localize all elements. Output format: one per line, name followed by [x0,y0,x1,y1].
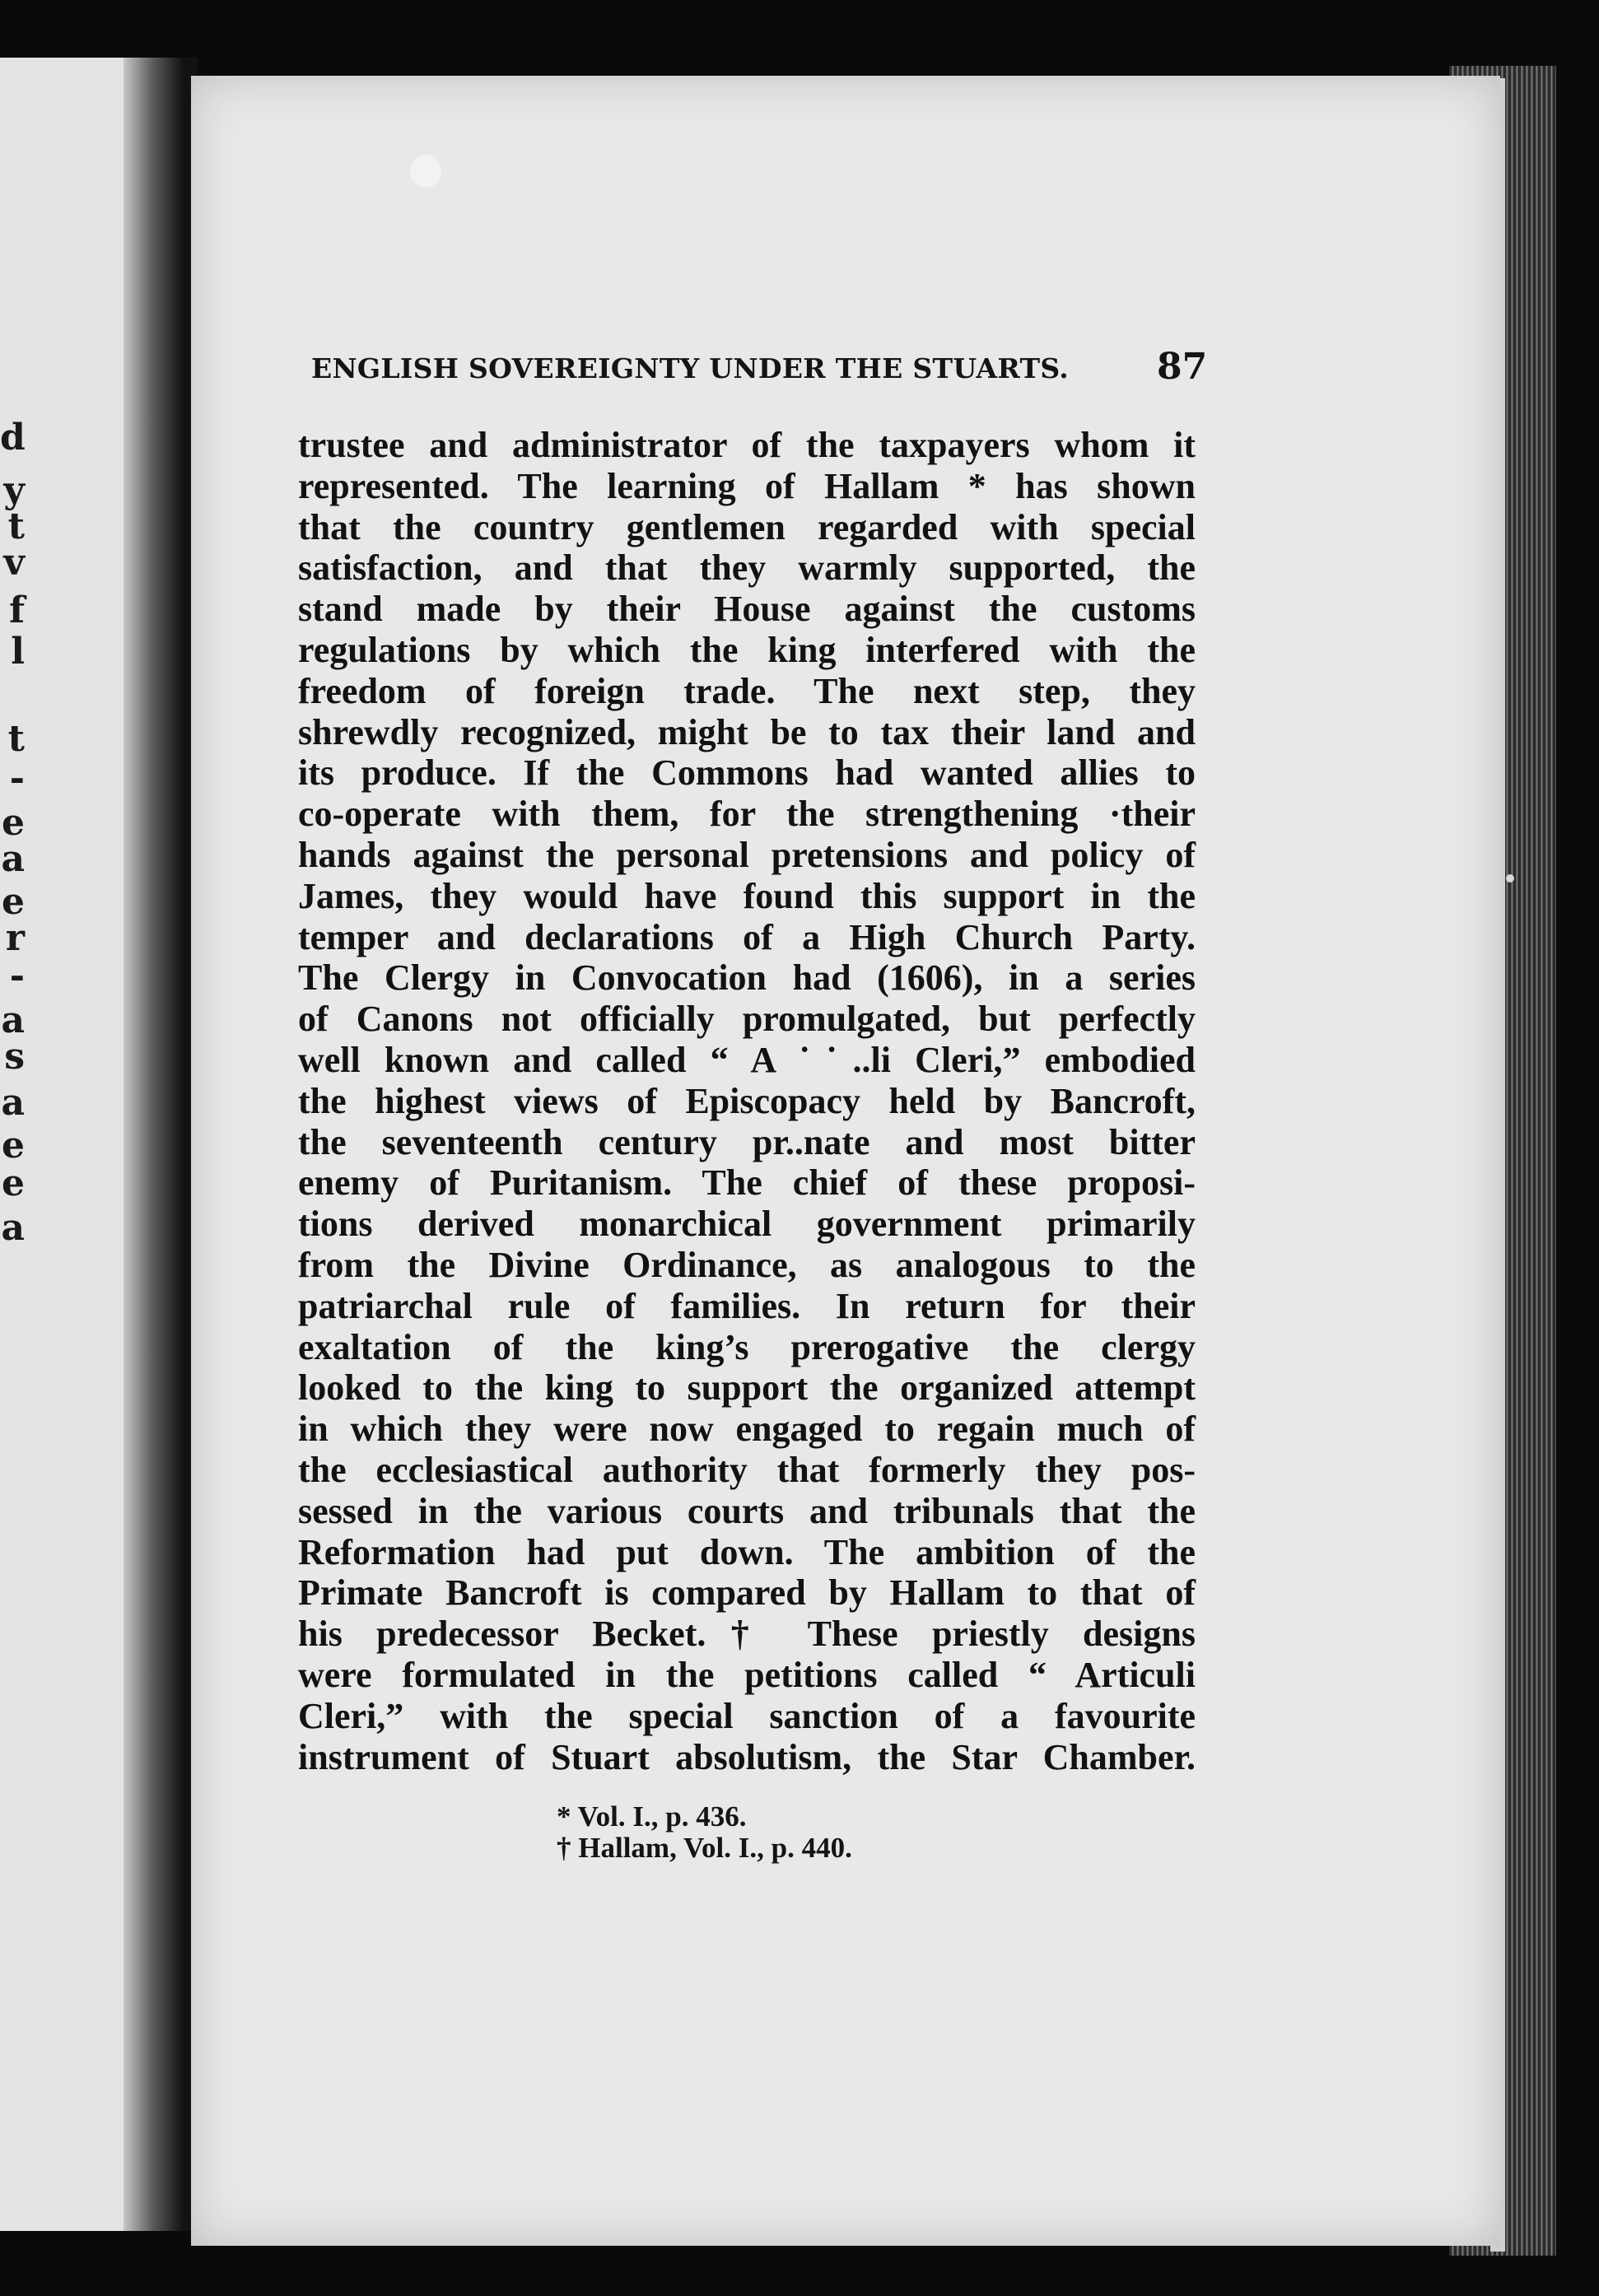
text-line: sessed in the various courts and tribunals that the [298,1490,1196,1531]
text-line: from the Divine Ordinance, as analogous to the [298,1244,1196,1285]
paper-speck [1506,874,1514,883]
left-page-fragment: a [1,999,25,1041]
text-line: tions derived monarchical government primarily [298,1204,1196,1245]
text-line: co-operate with them, for the strengthening ·their [298,794,1196,835]
left-page-fragment: y [3,469,25,511]
text-line: Primate Bancroft is compared by Hallam to that of [298,1572,1196,1614]
left-page-fragment: f [9,589,25,631]
footnote: * Vol. I., p. 436. [557,1800,747,1833]
left-page-fragment: t [7,718,25,760]
text-line: stand made by their House against the customs [298,589,1196,630]
left-page-fragment: a [1,1082,25,1124]
paper-speck [410,155,441,188]
left-page-fragment: e [2,1125,25,1167]
text-line: the highest views of Episcopacy held by Bancroft, [298,1080,1196,1121]
text-line: represented. The learning of Hallam * has shown [298,465,1196,506]
left-page-fragment: - [9,955,25,997]
left-page-fragment: v [3,542,25,584]
left-page-fragment: r [5,917,25,959]
left-page-fragment: e [2,881,25,923]
text-line: Cleri,” with the special sanction of a favourite [298,1695,1196,1736]
left-page-fragment: a [1,1207,25,1249]
book-gutter [124,58,198,2231]
left-page-fragment: d [0,417,26,459]
text-line: the ecclesiastical authority that formerly they pos- [298,1449,1196,1490]
page-number: 87 [1157,346,1208,388]
left-page-fragment: - [9,757,25,799]
running-head: ENGLISH SOVEREIGNTY UNDER THE STUARTS. [311,352,1070,384]
footnote: † Hallam, Vol. I., p. 440. [557,1832,852,1864]
text-line: instrument of Stuart absolutism, the Star Chamber. [298,1736,1196,1777]
text-line: that the country gentlemen regarded with special [298,506,1196,547]
text-line: shrewdly recognized, might be to tax their land and [298,711,1196,752]
text-line: hands against the personal pretensions and policy of [298,834,1196,875]
text-line: in which they were now engaged to regain much of [298,1409,1196,1450]
left-page-fragment: l [11,631,25,673]
left-page-fragment: e [2,1162,25,1204]
text-line: The Clergy in Convocation had (1606), in a series [298,957,1196,999]
body-text [298,425,1196,1777]
text-line: enemy of Puritanism. The chief of these proposi- [298,1162,1196,1204]
text-line: exaltation of the king’s prerogative the clergy [298,1326,1196,1367]
text-line: freedom of foreign trade. The next step, they [298,670,1196,711]
left-page-fragment: t [7,505,25,547]
text-line: its produce. If the Commons had wanted allies to [298,752,1196,794]
text-line: temper and declarations of a High Church Party. [298,916,1196,957]
text-line: well known and called “ A ˙˙..li Cleri,” embodied [298,1039,1196,1080]
text-line: were formulated in the petitions called “ Articuli [298,1654,1196,1695]
footnotes [557,1801,985,1864]
text-line: patriarchal rule of families. In return for their [298,1285,1196,1326]
text-line: trustee and administrator of the taxpayers whom it [298,425,1196,465]
left-page-fragment: s [4,1036,25,1078]
text-line: regulations by which the king interfered with the [298,629,1196,670]
text-line: the seventeenth century pr..nate and most bitter [298,1121,1196,1162]
text-line: his predecessor Becket.† These priestly designs [298,1614,1196,1655]
left-page-fragment: e [2,802,25,844]
left-page-fragment: a [1,838,25,880]
text-line: satisfaction, and that they warmly supported, the [298,547,1196,589]
text-line: James, they would have found this support in the [298,875,1196,916]
text-line: of Canons not officially promulgated, but perfectly [298,999,1196,1040]
text-line: looked to the king to support the organized attempt [298,1367,1196,1409]
text-line: Reformation had put down. The ambition of the [298,1531,1196,1572]
